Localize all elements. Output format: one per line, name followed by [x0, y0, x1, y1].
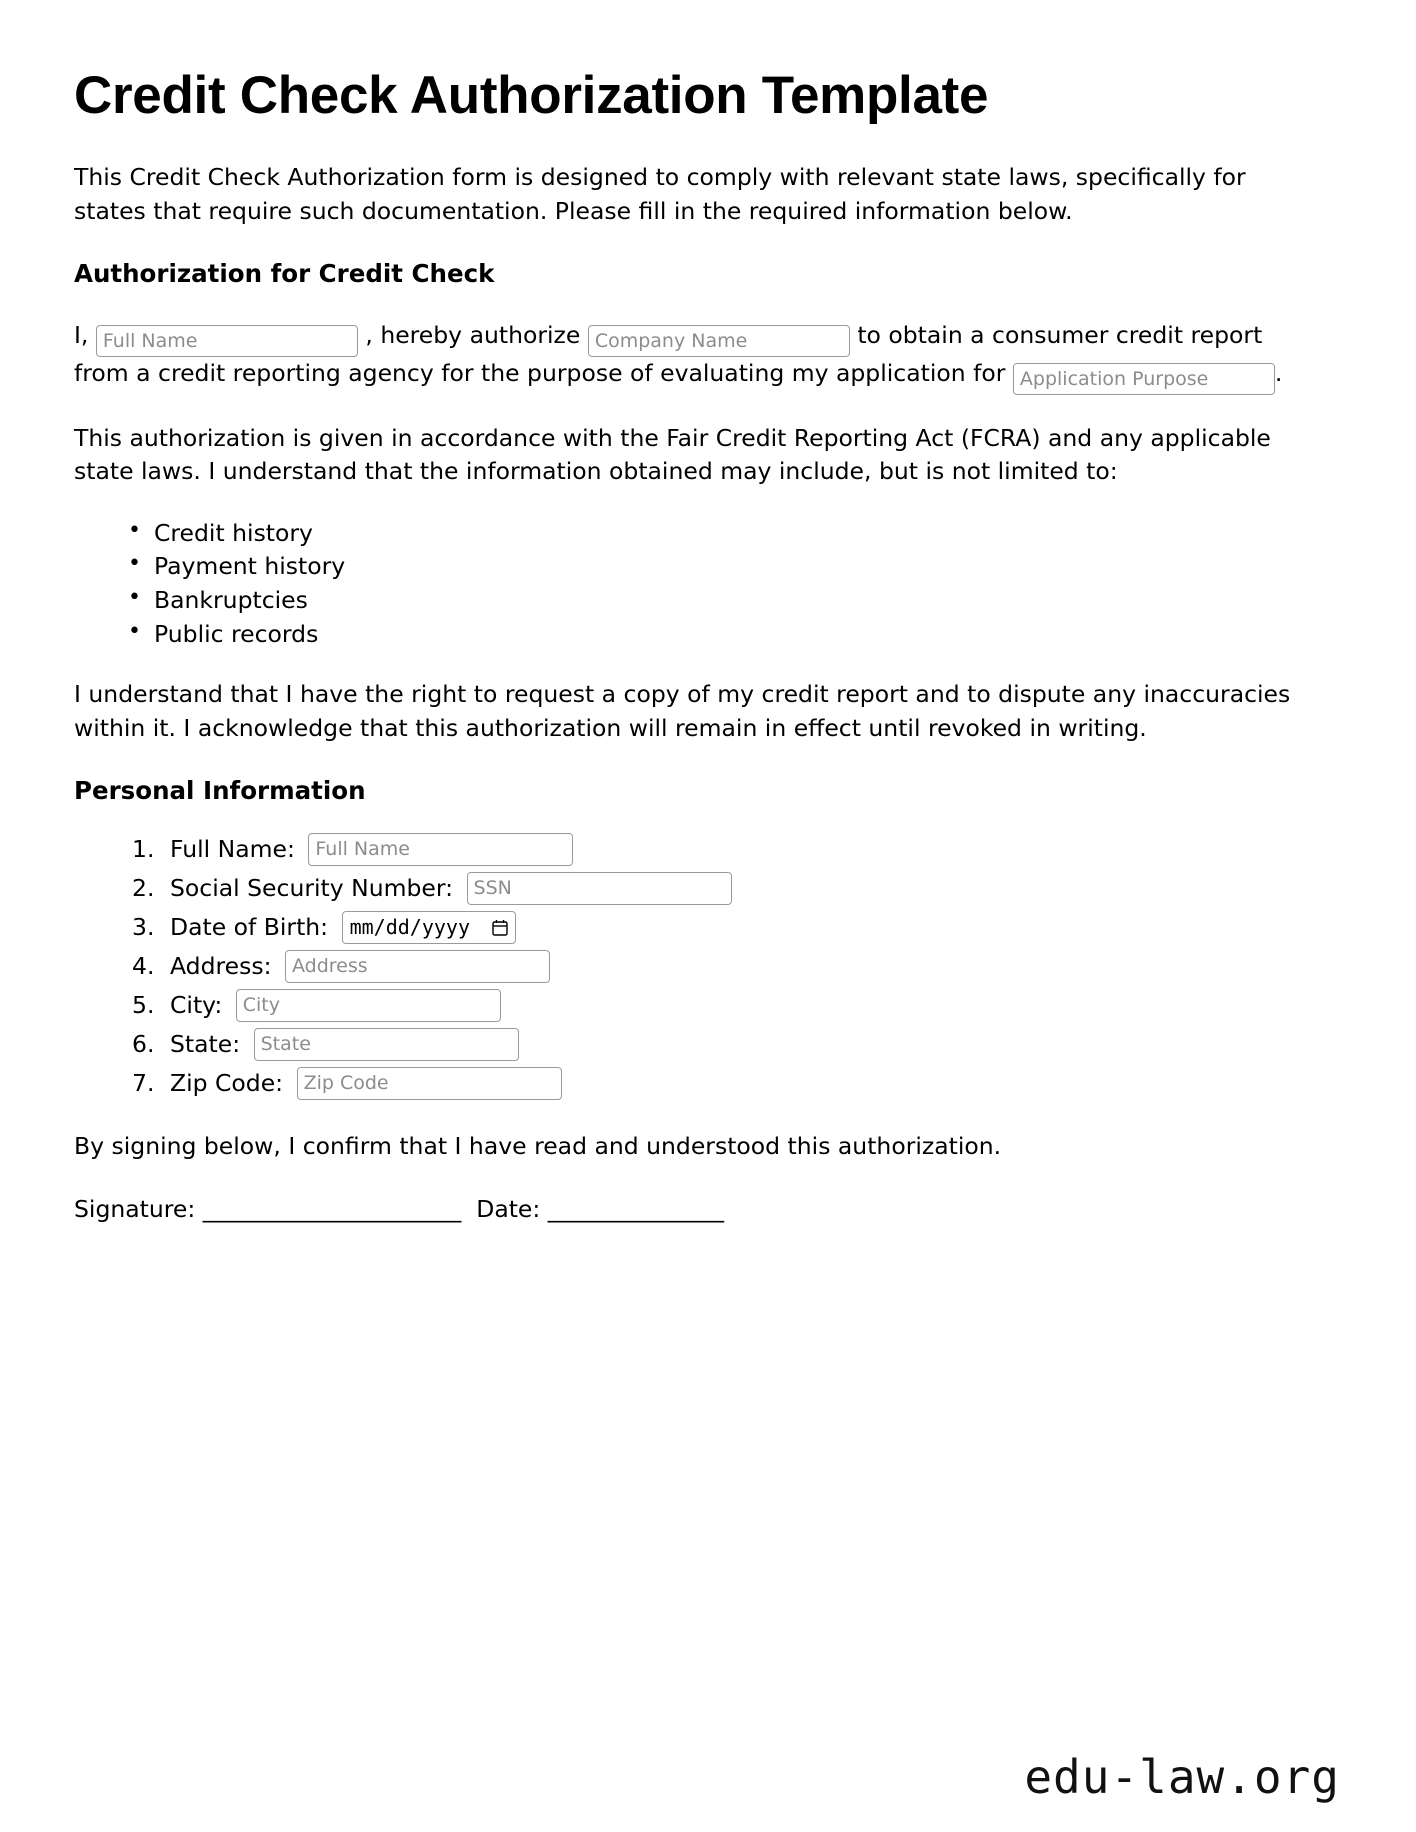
signature-date-line	[74, 1193, 1336, 1226]
list-item-date-of-birth	[170, 911, 1336, 944]
application-purpose-inline-input[interactable]	[1013, 363, 1275, 395]
auth-mid-text-2: to obtain a consumer credit report from a credit reporting agency for the purpose of evaluating my application for	[74, 320, 1263, 387]
list-item-zip-code	[170, 1067, 1336, 1100]
auth-mid-text-1: , hereby authorize	[365, 320, 581, 349]
list-item: • Bankruptcies	[154, 586, 1336, 615]
zip-code-input[interactable]	[297, 1067, 562, 1100]
included-items-list	[74, 519, 1336, 649]
state-label: State:	[170, 1029, 241, 1058]
list-item: • Credit history	[154, 519, 1336, 548]
full-name-inline-input[interactable]	[96, 325, 358, 357]
list-item-ssn	[170, 872, 1336, 905]
full-name-input[interactable]	[308, 833, 573, 866]
authorization-statement	[74, 316, 1319, 392]
zip-code-label: Zip Code:	[170, 1068, 284, 1097]
signature-label: Signature: ______________________	[74, 1195, 462, 1224]
address-label: Address:	[170, 951, 272, 980]
address-input[interactable]	[285, 950, 550, 983]
list-item: • Public records	[154, 620, 1336, 649]
personal-information-heading: Personal Information	[74, 776, 366, 806]
authorization-section-heading: Authorization for Credit Check	[74, 259, 495, 289]
list-item: • Payment history	[154, 552, 1336, 581]
state-input[interactable]	[254, 1028, 519, 1061]
full-name-label: Full Name:	[170, 834, 295, 863]
list-item-full-name	[170, 833, 1336, 866]
calendar-icon[interactable]	[492, 919, 508, 936]
company-name-inline-input[interactable]	[588, 325, 850, 357]
list-item-city	[170, 989, 1336, 1022]
date-of-birth-input[interactable]	[342, 911, 516, 944]
auth-lead-text: I,	[74, 320, 89, 349]
list-item-address	[170, 950, 1336, 983]
date-of-birth-label: Date of Birth:	[170, 912, 329, 941]
ssn-input[interactable]	[467, 872, 732, 905]
auth-end-text: .	[1274, 358, 1283, 387]
ssn-label: Social Security Number:	[170, 873, 454, 902]
fcra-paragraph: This authorization is given in accordance with the Fair Credit Reporting Act (FCRA) and any applicable state laws. I understand that the information obtained may include, but is not limited to:	[74, 424, 1271, 486]
date-label: Date: _______________	[476, 1195, 725, 1224]
city-label: City:	[170, 990, 223, 1019]
page-title: Credit Check Authorization Template	[74, 66, 989, 125]
personal-information-list	[74, 833, 1336, 1100]
rights-paragraph: I understand that I have the right to request a copy of my credit report and to dispute any inaccuracies within it. I acknowledge that this authorization will remain in effect until revoked in writing.	[74, 680, 1291, 742]
footer-brand-watermark: edu-law.org	[1024, 1750, 1340, 1804]
signing-confirmation-text: By signing below, I confirm that I have read and understood this authorization.	[74, 1131, 1002, 1160]
intro-paragraph: This Credit Check Authorization form is designed to comply with relevant state laws, specifically for states that require such documentation. Please fill in the required information below.	[74, 163, 1246, 225]
city-input[interactable]	[236, 989, 501, 1022]
list-item-state	[170, 1028, 1336, 1061]
date-format-text: mm/dd/yyyy	[349, 915, 471, 940]
